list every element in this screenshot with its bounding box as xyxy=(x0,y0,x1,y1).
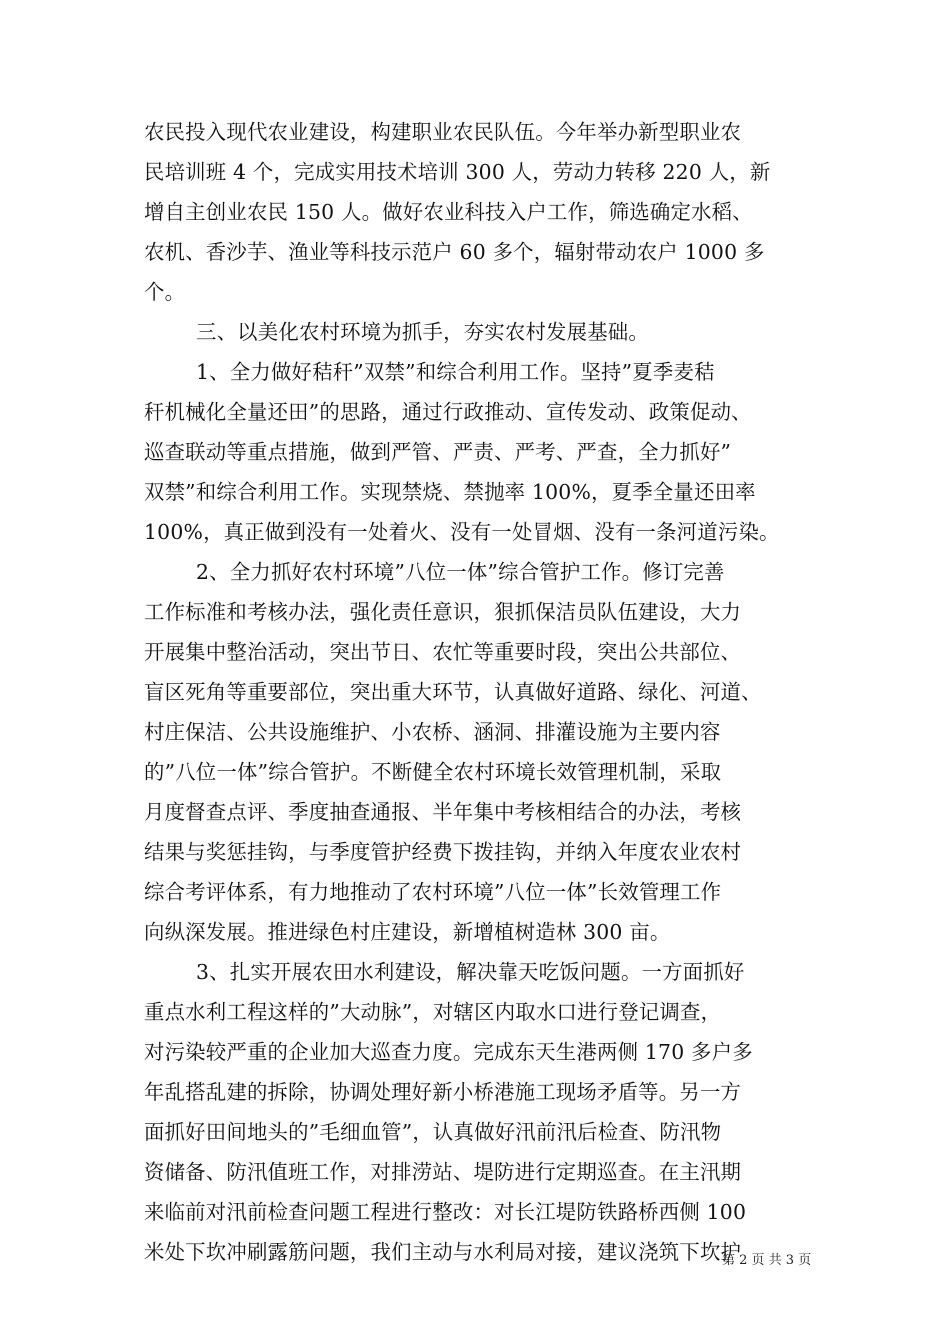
text-line: 年乱搭乱建的拆除，协调处理好新小桥港施工现场矛盾等。另一方 xyxy=(144,1080,742,1104)
paragraph-first-line: 1、全力做好秸秆”双禁”和综合利用工作。坚持”夏季麦秸 xyxy=(196,360,715,384)
text-line: 对污染较严重的企业加大巡查力度。完成东天生港两侧 170 多户多 xyxy=(144,1040,753,1064)
text-line: 资储备、防汛值班工作，对排涝站、堤防进行定期巡查。在主汛期 xyxy=(144,1160,742,1184)
text-line: 秆机械化全量还田”的思路，通过行政推动、宣传发动、政策促动、 xyxy=(144,400,752,424)
text-line: 农民投入现代农业建设，构建职业农民队伍。今年举办新型职业农 xyxy=(144,120,742,144)
text-line: 的”八位一体”综合管护。不断健全农村环境长效管理机制，采取 xyxy=(144,760,722,784)
paragraph-first-line: 2、全力抓好农村环境”八位一体”综合管护工作。修订完善 xyxy=(196,560,725,584)
text-line: 开展集中整治活动，突出节日、农忙等重要时段，突出公共部位、 xyxy=(144,640,742,664)
text-line: 巡查联动等重点措施，做到严管、严责、严考、严查，全力抓好” xyxy=(144,440,732,464)
section-heading: 三、以美化农村环境为抓手，夯实农村发展基础。 xyxy=(196,320,649,344)
text-line: 综合考评体系，有力地推动了农村环境”八位一体”长效管理工作 xyxy=(144,880,722,904)
text-line: 面抓好田间地头的”毛细血管”，认真做好汛前汛后检查、防汛物 xyxy=(144,1120,722,1144)
text-line: 重点水利工程这样的”大动脉”，对辖区内取水口进行登记调查， xyxy=(144,1000,722,1024)
text-line: 村庄保洁、公共设施维护、小农桥、涵洞、排灌设施为主要内容 xyxy=(144,720,721,744)
text-line: 结果与奖惩挂钩，与季度管护经费下拨挂钩，并纳入年度农业农村 xyxy=(144,840,742,864)
paragraph-first-line: 3、扎实开展农田水利建设，解决靠天吃饭问题。一方面抓好 xyxy=(196,960,745,984)
text-line: 民培训班 4 个，完成实用技术培训 300 人，劳动力转移 220 人，新 xyxy=(144,160,771,184)
text-line: 增自主创业农民 150 人。做好农业科技入户工作，筛选确定水稻、 xyxy=(144,200,753,224)
text-line: 双禁”和综合利用工作。实现禁烧、禁抛率 100%，夏季全量还田率 xyxy=(144,480,756,504)
text-line: 盲区死角等重要部位，突出重大环节，认真做好道路、绿化、河道、 xyxy=(144,680,762,704)
text-line: 月度督查点评、季度抽查通报、半年集中考核相结合的办法，考核 xyxy=(144,800,742,824)
page-number: 第 2 页 共 3 页 xyxy=(722,1253,812,1268)
text-line: 米处下坎冲刷露筋问题，我们主动与水利局对接，建议浇筑下坎护 xyxy=(144,1240,742,1264)
text-line: 工作标准和考核办法，强化责任意识，狠抓保洁员队伍建设，大力 xyxy=(144,600,742,624)
text-line: 来临前对汛前检查问题工程进行整改：对长江堤防铁路桥西侧 100 xyxy=(144,1200,747,1224)
text-line: 农机、香沙芋、渔业等科技示范户 60 多个，辐射带动农户 1000 多 xyxy=(144,240,765,264)
text-line: 个。 xyxy=(144,280,186,304)
text-line: 100%，真正做到没有一处着火、没有一处冒烟、没有一条河道污染。 xyxy=(144,520,780,544)
text-line: 向纵深发展。推进绿色村庄建设，新增植树造林 300 亩。 xyxy=(144,920,671,944)
